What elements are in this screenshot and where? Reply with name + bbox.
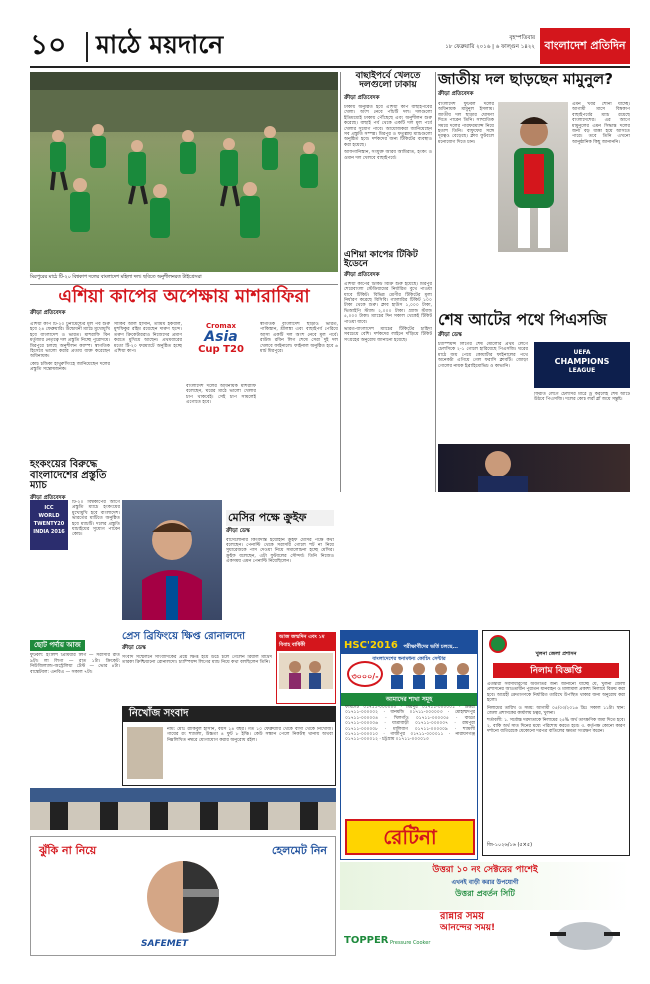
uttara-line2: এখনই বাড়ী করার উপযোগী	[451, 879, 519, 886]
cromax-sponsor: Cromax	[206, 322, 236, 330]
asia-logo-line1: Asia	[204, 329, 238, 345]
psg-headline: শেষ আটের পথে পিএসজি	[438, 310, 607, 329]
notice-body: এতদ্বারা সর্বসাধারণের অবগতির জন্য জানানো যাচ্ছে যে, খুলনা জেলা প্রশাসনের আওতাধীন পুরাতন যানবাহন ও মালামাল প্রকাশ্য নিলামে বিক্রয় করা হবে। আগ্রহী ক্রেতাগণকে নির্ধারিত তারিখে উপস্থিত থাকার জন্য অনুরোধ করা হলো। নিলামের তারিখ ও সময়: আগামী ০৫/০৩/২০১৬ খ্রিঃ সকাল ১১টা। স্থান: জেলা প্রশাসকের কার্যালয় চত্বর, খুলনা। শর্তাবলী: ১. সর্বোচ্চ দরদাতাকে নিলামের ২৫% অর্থ তাৎক্ষণিক জমা দিতে হবে। ২. বাকি অর্থ সাত দিনের মধ্যে পরিশোধ করতে হবে। ৩. কর্তৃপক্ষ কোনো কারণ দর্শানো ব্যতিরেকে যেকোনো দরপত্র বাতিলের ক্ষমতা সংরক্ষণ করেন।	[487, 682, 625, 735]
psg-byline: ক্রীড়া ডেস্ক	[438, 331, 462, 338]
cooker-title2: আনন্দের সময়!	[440, 923, 496, 933]
notice-org: খুলনা জেলা প্রশাসন	[535, 651, 577, 657]
ticket-headline: এশিয়া কাপের টিকিট ইডেনে	[344, 249, 418, 270]
hsc-price: ৩০০০/-	[351, 672, 379, 681]
birthday-photo	[277, 651, 335, 691]
messi-headline: মেসির পক্ষে ক্রুইফ	[226, 510, 334, 526]
messi-byline: ক্রীড়া ডেস্ক	[226, 527, 250, 534]
top-photo	[30, 72, 338, 272]
divider	[30, 284, 338, 285]
ticket-body: এশিয়া কাপের টিকিট বিক্রি শুরু হয়েছে। মিরপুর শেরেবাংলা স্টেডিয়ামের নির্ধারিত বুথে পাওয়া যাবে টিকিট। বিভিন্ন শ্রেণীর টিকিটের মূল্য নির্ধারণ করেছে বিসিবি। গ্যালারির টিকিট ১০০ টাকা থেকে শুরু। ক্লাব হাউস ১,০০০ টাকা, ভিআইপি স্ট্যান্ড ২,০০০ টাকা। গ্র্যান্ড স্ট্যান্ড ৫,০০০ টাকা। ম্যাচের দিন সকাল থেকেই টিকিট পাওয়া যাবে। ভারত-বাংলাদেশ ম্যাচের টিকিটের চাহিদা সবচেয়ে বেশি। দর্শকদের লাইনে দাঁড়িয়ে টিকিট সংগ্রহের অনুরোধ জানানো হয়েছে।	[344, 281, 432, 343]
ibrahimovic-photo	[438, 444, 630, 492]
messi-photo	[122, 500, 222, 620]
hsc-subtitle: পরীক্ষার্থীদের ভর্তি চলছে...	[403, 644, 459, 650]
t20-line1: ICC	[44, 505, 54, 511]
kabaddi-headline: দলগুলো ঢাকায়	[359, 80, 417, 91]
weekday: বৃহস্পতিবার	[509, 35, 535, 41]
short-news-title: ছোট পর্দায় আজ	[30, 640, 85, 651]
hsc-banner	[341, 631, 477, 654]
psg-story	[438, 312, 630, 492]
messi-body: বার্সেলোনার কিংবদন্তি ইয়োহান ক্রুইফ মেসির পক্ষে কথা বলেছেন। পেনাল্টি থেকে সরাসরি গোলে শট না নিয়ে সুয়ারেজকে পাস দেওয়া নিয়ে সমালোচনা হচ্ছে মেসির। ক্রুইফ বলেছেন, এটা ফুটবলের সৌন্দর্য। তিনি নিজেও একসময় এমন পেনাল্টি নিয়েছিলেন।	[226, 537, 334, 565]
notice-footer: জি-১০২৬/১৬ (৫×৫)	[487, 842, 533, 848]
top-photo-caption: মিরপুরের মাঠে টি-২০ বিশ্বকাপ দলের বাংলাদেশ মহিলা দল। ছবিতে অনুশীলনরত টাইগ্রেসরা	[30, 275, 202, 280]
mamun-story	[438, 72, 630, 302]
cooker-title: রান্নার সময়	[440, 912, 485, 922]
kabaddi-body: ঢাকায় অনুষ্ঠিত হবে এশিয়া কাপ বাছাইপর্বের খেলা। অংশ নেবে পাঁচটি দল। দলগুলো ইতিমধ্যেই ঢাকায় পৌঁছেছে এবং অনুশীলন শুরু করেছে। বাছাই পর্ব থেকে একটি দল মূল পর্বে খেলার সুযোগ পাবে। আয়োজকরা জানিয়েছেন সব প্রস্তুতি সম্পন্ন। মিরপুর ও ফতুল্লায় ম্যাচগুলো অনুষ্ঠিত হবে। দর্শকদের জন্য টিকিটের ব্যবস্থাও করা হয়েছে। আফগানিস্তান, সংযুক্ত আরব আমিরাত, হংকং ও ওমান দল খেলবে বাছাইপর্বে।	[344, 104, 432, 161]
asia-cup-logo	[186, 322, 256, 382]
auction-notice	[482, 630, 630, 856]
ronaldo-byline: ক্রীড়া ডেস্ক	[122, 644, 146, 651]
asia-body-col2: সাকিব আল হাসান, তামিম ইকবাল, মুশফিকুর রহিম রয়েছেন দারুণ ছন্দে। তরুণ ক্রিকেটাররাও নিজেদের প্রমাণ করতে মুখিয়ে আছেন। প্রথমবারের মতো টি-২০ ফরম্যাটে অনুষ্ঠিত হচ্ছে এশিয়া কাপ।	[114, 322, 182, 355]
t20-line2: WORLD	[38, 513, 60, 519]
missing-box	[122, 706, 336, 786]
hsc-ad	[340, 630, 478, 860]
uttara-line1: উত্তরা ১০ নং সেক্টরের পাশেই	[432, 865, 538, 875]
hongkong-byline: ক্রীড়া প্রতিবেদক	[30, 494, 66, 501]
mamun-headline: জাতীয় দল ছাড়ছেন মামুনুল?	[438, 70, 613, 88]
govt-seal	[489, 635, 507, 653]
page-number: ১০	[30, 28, 67, 61]
column-divider	[340, 72, 341, 492]
t20-logo	[30, 500, 68, 550]
asia-body-col1: এশিয়া কাপ টি-২০ টুর্নামেন্টের মূল পর্ব শুরু হবে ২৪ ফেব্রুয়ারি। উদ্বোধনী ম্যাচে মুখোমুখি হবে বাংলাদেশ ও ভারত। মাশরাফি বিন মর্তুজার নেতৃত্বে দল প্রস্তুতি নিচ্ছে পুরোদমে। মিরপুরে চলছে অনুশীলন ক্যাম্প। স্বাগতিক হিসেবে ভালো করার প্রত্যয় ব্যক্ত করেছেন অধিনায়ক। কোচ চন্ডিকা হাথুরুসিংহে জানিয়েছেন দলের প্রস্তুতি সন্তোষজনক।	[30, 322, 110, 373]
helmet-face-image	[123, 851, 243, 941]
hsc-students-photos	[387, 659, 477, 689]
ucl-line1: UEFA	[573, 349, 591, 356]
helmet-right-text: হেলমেট নিন	[271, 844, 327, 857]
messi-story	[226, 510, 334, 628]
hsc-branches-list: ফার্মগেট ০১৭১১-০০০০০০ · মিরপুর ০১৭১১-০০০০০১ · উত্তরা ০১৭১১-০০০০০২ · ধানমন্ডি ০১৭১১-০০০০০৩ · মোহাম্মদপুর ০১৭১১-০০০০০৪ · খিলগাঁও ০১৭১১-০০০০০৫ · বাড্ডা ০১৭১১-০০০০০৬ · যাত্রাবাড়ী ০১৭১১-০০০০০৭ · রামপুরা ০১৭১১-০০০০০৮ · মালিবাগ ০১৭১১-০০০০০৯ · শ্যামলী ০১৭১১-০০০০১০ · গাজীপুর ০১৭১১-০০০০১১ · নারায়ণগঞ্জ ০১৭১১-০০০০১২ · চট্টগ্রাম ০১৭১১-০০০০১৩	[345, 705, 475, 743]
asia-story	[30, 288, 338, 458]
masthead-box	[540, 28, 630, 64]
short-news	[30, 632, 120, 782]
mamun-photo	[498, 102, 568, 252]
hongkong-body: টি-২০ বিশ্বকাপের আগে প্রস্তুতি ম্যাচে হংকংয়ের মুখোমুখি হবে বাংলাদেশ। ভারতের মাটিতে অনুষ্ঠিত হবে ম্যাচটি। দলের প্রস্তুতি যাচাইয়ের সুযোগ পাবেন কোচ।	[72, 500, 120, 538]
uttara-line3: উত্তরা প্রবর্তন সিটি	[455, 889, 515, 898]
ronaldo-story	[122, 632, 272, 704]
t20-line3: TWENTY20	[33, 521, 65, 527]
asia-logo-line2: Cup T20	[198, 343, 244, 355]
kabaddi-story	[344, 72, 432, 492]
missing-photo	[127, 727, 163, 779]
award-photo	[30, 788, 336, 830]
column-divider	[435, 72, 436, 492]
asia-body-col4: স্বাগতিক বাংলাদেশ ছাড়াও ভারত, পাকিস্তান, শ্রীলঙ্কা এবং বাছাইপর্ব পেরিয়ে আসা একটি দল অংশ নেবে মূল পর্বে। রাউন্ড রবিন লিগ শেষে সেরা দুই দল খেলবে ফাইনালে। ফাইনাল অনুষ্ঠিত হবে ৬ মার্চ মিরপুরে।	[260, 322, 338, 355]
retina-brand-box	[345, 819, 475, 855]
cooker-image	[550, 914, 620, 954]
header-date	[425, 34, 535, 52]
asia-headline: এশিয়া কাপের অপেক্ষায় মাশরাফিরা	[58, 286, 310, 307]
topper-brand: TOPPER	[344, 935, 389, 946]
uttara-ad	[340, 862, 630, 910]
psg-body-right: ফিরতি লেগে চেলসির মাঠে ড্র করলেই শেষ আটে উঠবে পিএসজি। দলের কোচ লরাঁ ব্লাঁ জয়ে সন্তুষ্ট।	[534, 392, 630, 403]
psg-body-left: চ্যাম্পিয়ন্স লিগের শেষ ষোলোর প্রথম লেগে চেলসিকে ২-১ গোলে হারিয়েছে পিএসজি। ঘরের মাঠে জয় পেয়ে কোয়ার্টার ফাইনালের পথে অনেকটা এগিয়ে গেল ফরাসি ক্লাবটি। জোড়া গোলের নায়ক ইব্রাহিমোভিচ ও কাভানি।	[438, 342, 528, 369]
missing-title: নিখোঁজ সংবাদ	[123, 707, 335, 722]
helmet-brand: SAFEMET	[141, 938, 188, 949]
header-divider	[86, 32, 88, 62]
t20-line4: INDIA 2016	[33, 529, 65, 535]
ticket-byline: ক্রীড়া প্রতিবেদক	[344, 271, 380, 278]
birthday-box	[276, 632, 336, 704]
hsc-title: HSC'2016	[344, 640, 398, 651]
helmet-left-text: ঝুঁকি না নিয়ে	[39, 844, 97, 857]
ucl-line3: LEAGUE	[568, 367, 596, 374]
section-title: মাঠে ময়দানে	[96, 30, 224, 59]
hongkong-story	[30, 460, 120, 630]
short-news-body: ফুটবল: ইংলিশ প্রিমিয়ার লিগ — সরাসরি রাত ৯টা। লা লিগা — রাত ১টা। ক্রিকেট: নিউজিল্যান্ড-অস্ট্রেলিয়া টেস্ট — ভোর ৪টা। বাস্কেটবল: এনবিএ — সকাল ৭টা।	[30, 653, 120, 675]
helmet-ad	[30, 836, 336, 956]
kabaddi-kicker: বাছাইপর্বে খেলতে	[355, 71, 421, 81]
kabaddi-byline: ক্রীড়া প্রতিবেদক	[344, 94, 380, 101]
ronaldo-body: সংবাদ সম্মেলনে সাংবাদিকের প্রশ্নে ক্ষিপ্ত হয়ে উঠে চলে গেলেন রিয়াল মাদ্রিদ তারকা ক্রিশ্চিয়ানো রোনালদো। চ্যাম্পিয়ন্স লিগের ম্যাচ নিয়ে কথা বলছিলেন তিনি।	[122, 654, 272, 665]
ucl-line2: CHAMPIONS	[554, 357, 610, 366]
masthead: বাংলাদেশ প্রতিদিন	[544, 39, 626, 53]
hsc-tagline: বাংলাদেশের স্বনামধন্য কোচিং সেন্টার	[372, 656, 446, 662]
cooker-ad	[340, 912, 630, 956]
ronaldo-headline: প্রেস ব্রিফিংয়ে ক্ষিপ্ত রোনালদো	[122, 631, 246, 642]
hsc-branches-title: আমাদের শাখা সমূহ	[341, 693, 477, 706]
hsc-price-badge	[347, 661, 383, 687]
page-header	[30, 28, 630, 68]
asia-body-col3: বাংলাদেশ দলের অধিনায়ক মাশরাফি বলেছেন, ঘরের মাঠে ভালো খেলার চাপ থাকবেই। সেই চাপ সামলেই এগোতে হবে।	[186, 384, 256, 406]
mamun-byline: ক্রীড়া প্রতিবেদক	[438, 90, 474, 97]
retina-brand: রেটিনা	[383, 825, 437, 849]
team-practice-image	[30, 72, 338, 272]
mamun-body-right: এমন খবর শোনা যাচ্ছে। আগামী মাসে বিশ্বকাপ বাছাইপর্বের ম্যাচ রয়েছে বাংলাদেশের। এর আগে মামুনুলের এমন সিদ্ধান্ত দলের জন্য বড় ধাক্কা হয়ে আসতে পারে। তবে তিনি এখনো আনুষ্ঠানিক কিছু জানাননি।	[572, 102, 630, 145]
notice-title: নিলাম বিজ্ঞপ্তি	[493, 663, 619, 678]
birthday-title: আজ জন্মদিন এবং ১ম বিবাহ বার্ষিকী	[277, 633, 335, 651]
topper-sub: Pressure Cooker	[390, 940, 431, 946]
hongkong-headline: হংকংয়ের বিরুদ্ধে বাংলাদেশের প্রস্তুতি ম্যাচ	[30, 459, 107, 491]
asia-byline: ক্রীড়া প্রতিবেদক	[30, 309, 66, 316]
champions-logo	[534, 342, 630, 388]
date-text: ১৮ ফেব্রুয়ারি ২০১৬ | ৬ ফাল্গুন ১৪২২	[445, 44, 535, 50]
mamun-body-left: বাংলাদেশ ফুটবল দলের অধিনায়ক মামুনুল ইসলাম। জাতীয় দল ছাড়ার ঘোষণা দিতে পারেন তিনি। সাম্প্রতিক সময়ে দলের পারফরম্যান্স নিয়ে হতাশ তিনি। বাফুফের সঙ্গে দূরত্বও বেড়েছে। ক্লাব ফুটবলে মনোযোগ দিতে চান।	[438, 102, 494, 145]
missing-body: নাম: মোঃ রাকিবুল হাসান, বয়স ১৪ বছর। গত ১০ ফেব্রুয়ারি থেকে বাসা থেকে নিখোঁজ। গায়ের রং শ্যামলা, উচ্চতা ৪ ফুট ৮ ইঞ্চি। কেউ সন্ধান পেলে নিকটস্থ থানায় অথবা নিম্নলিখিত নম্বরে যোগাযোগ করার অনুরোধ রইল।	[167, 727, 333, 743]
